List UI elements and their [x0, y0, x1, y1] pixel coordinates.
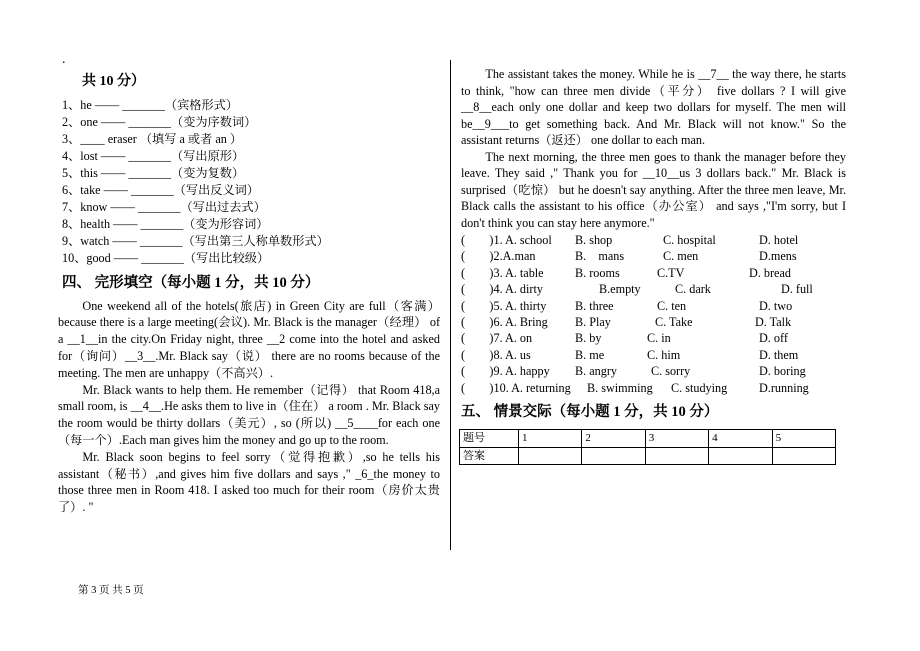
option-d: D. them	[759, 347, 799, 362]
option-row	[461, 314, 846, 330]
vocab-item: 10、good —— _______（写出比较级）	[62, 250, 270, 265]
answer-cell[interactable]	[519, 447, 582, 465]
cloze-paragraph: One weekend all of the hotels(旅店) in Green City are full（客满） because there is a large meeting(会议). Mr. Black is the manager（经理） of a __1__in the city.On Friday night, three __2 come into the hotel and asked for（询问）__3__.Mr. Black say（说） there are no rooms because of the meeting. The men are unhappy（不高兴）.	[58, 298, 440, 380]
option-row	[461, 363, 846, 379]
option-d: D. boring	[759, 364, 806, 379]
option-b: B. by	[575, 331, 602, 346]
option-c: C. hospital	[663, 233, 716, 247]
cloze-paragraph: Mr. Black wants to help them. He remember（记得） that Room 418,a small room, is __4__.He asks them to live in（住在） a room . Mr. Black say the room would be thirty dollars（美元）, so (所以) __5____for each one（每一个）.Each man gives him the money and go up to the room.	[58, 382, 440, 447]
option-row	[461, 248, 846, 264]
option-c: C. studying	[671, 380, 728, 395]
table-row	[460, 430, 836, 448]
option-a: ( )6. A. Bring	[461, 314, 548, 329]
option-b: B. rooms	[575, 265, 620, 280]
table-cell: 5	[772, 430, 835, 448]
vocab-item: 8、health —— _______（变为形容词）	[62, 216, 269, 231]
page-footer: 第 3 页 共 5 页	[78, 585, 144, 596]
option-d: D. bread	[749, 265, 791, 280]
option-row	[461, 347, 846, 363]
option-a: ( )1. A. school	[461, 233, 552, 247]
cloze-paragraph: The assistant takes the money. While he is __7__ the way there, he starts to think, "how can three men divide（平分） five dollars ? I will give __8__each only one dollar and keep two dollars for myself. The men will be__9___to get something back. And Mr. Black will not know." So the assistant returns（返还） one dollar to each man.	[461, 67, 846, 147]
option-c: C. ten	[657, 298, 687, 313]
option-b: B. mans	[575, 249, 625, 264]
vocab-list	[58, 97, 440, 267]
option-c: C. him	[647, 347, 681, 362]
page-dot: .	[62, 52, 66, 67]
option-d: D. Talk	[755, 314, 792, 329]
option-d: D. off	[759, 331, 788, 346]
table-cell: 题号	[460, 430, 519, 448]
vocab-item: 3、____ eraser （填写 a 或者 an ）	[62, 131, 243, 146]
option-row	[461, 330, 846, 346]
left-column	[58, 52, 440, 516]
answer-cell[interactable]	[582, 447, 645, 465]
option-row	[461, 232, 846, 248]
option-b: B. three	[575, 298, 614, 313]
table-cell: 答案	[460, 447, 519, 465]
option-b: B. Play	[575, 314, 611, 329]
option-a: ( )4. A. dirty	[461, 282, 543, 297]
cloze-paragraph: The next morning, the three men goes to thank the manager before they leave. They said ," Thank you for __10__us 3 dollars back." Mr. Black is surprised（吃惊） but he doesn't say anything. After the three men leave, Mr. Black calls the assistant to his office（办公室） and says ,"I'm sorry, but I don't think you can stay here anymore."	[461, 149, 846, 230]
answer-cell[interactable]	[709, 447, 772, 465]
option-d: D. hotel	[759, 233, 799, 247]
table-cell: 1	[519, 430, 582, 448]
option-d: D.mens	[759, 249, 797, 264]
answer-table	[459, 429, 836, 465]
vocab-item: 7、know —— _______（写出过去式）	[62, 199, 266, 214]
option-d: D. two	[759, 298, 793, 313]
table-row	[460, 447, 836, 465]
vocab-item: 2、one —— _______（变为序数词）	[62, 114, 257, 129]
option-a: ( )8. A. us	[461, 347, 531, 362]
option-c: C. sorry	[651, 364, 691, 379]
option-b: B. angry	[575, 364, 617, 379]
option-row	[461, 265, 846, 281]
option-d: D. full	[781, 282, 813, 297]
option-a: ( )7. A. on	[461, 331, 533, 346]
answer-cell[interactable]	[772, 447, 835, 465]
vocab-item: 5、this —— _______（变为复数）	[62, 165, 245, 180]
option-a: ( )2.A.man	[461, 249, 536, 264]
table-cell: 3	[645, 430, 708, 448]
option-c: C. Take	[655, 314, 693, 329]
vocab-item: 4、lost —— _______（写出原形）	[62, 148, 245, 163]
options-list	[461, 232, 846, 396]
option-c: C.TV	[657, 265, 685, 280]
vocab-item: 6、take —— _______（写出反义词）	[62, 182, 260, 197]
table-cell: 4	[709, 430, 772, 448]
cloze-paragraph: Mr. Black soon begins to feel sorry（觉得抱歉）,so he tells his assistant（秘书）,and gives him five dollars and says ," _6_the money to those three men in Room 418. I asked too much for their room（房价太贵了）. "	[58, 449, 440, 515]
option-row	[461, 298, 846, 314]
vocab-item: 9、watch —— _______（写出第三人称单数形式）	[62, 233, 329, 248]
option-b: B. me	[575, 347, 605, 362]
right-column	[461, 66, 846, 465]
option-c: C. men	[663, 249, 699, 264]
table-cell: 2	[582, 430, 645, 448]
column-divider	[450, 60, 451, 550]
option-a: ( )3. A. table	[461, 265, 544, 280]
score-header: 共 10 分）	[82, 74, 145, 89]
vocab-item: 1、he —— _______（宾格形式）	[62, 97, 239, 112]
option-b: B.empty	[599, 282, 641, 297]
option-a: ( )5. A. thirty	[461, 298, 547, 313]
answer-cell[interactable]	[645, 447, 708, 465]
section-five-title: 五、 情景交际（每小题 1 分，共 10 分）	[461, 403, 719, 420]
section-four-title: 四、 完形填空（每小题 1 分，共 10 分）	[62, 274, 320, 291]
option-b: B. shop	[575, 233, 613, 247]
option-row	[461, 281, 846, 297]
option-b: B. swimming	[587, 380, 653, 395]
option-a: ( )10. A. returning	[461, 380, 571, 395]
option-d: D.running	[759, 380, 809, 395]
option-row	[461, 380, 846, 396]
option-c: C. in	[647, 331, 671, 346]
option-c: C. dark	[675, 282, 711, 297]
option-a: ( )9. A. happy	[461, 364, 550, 379]
